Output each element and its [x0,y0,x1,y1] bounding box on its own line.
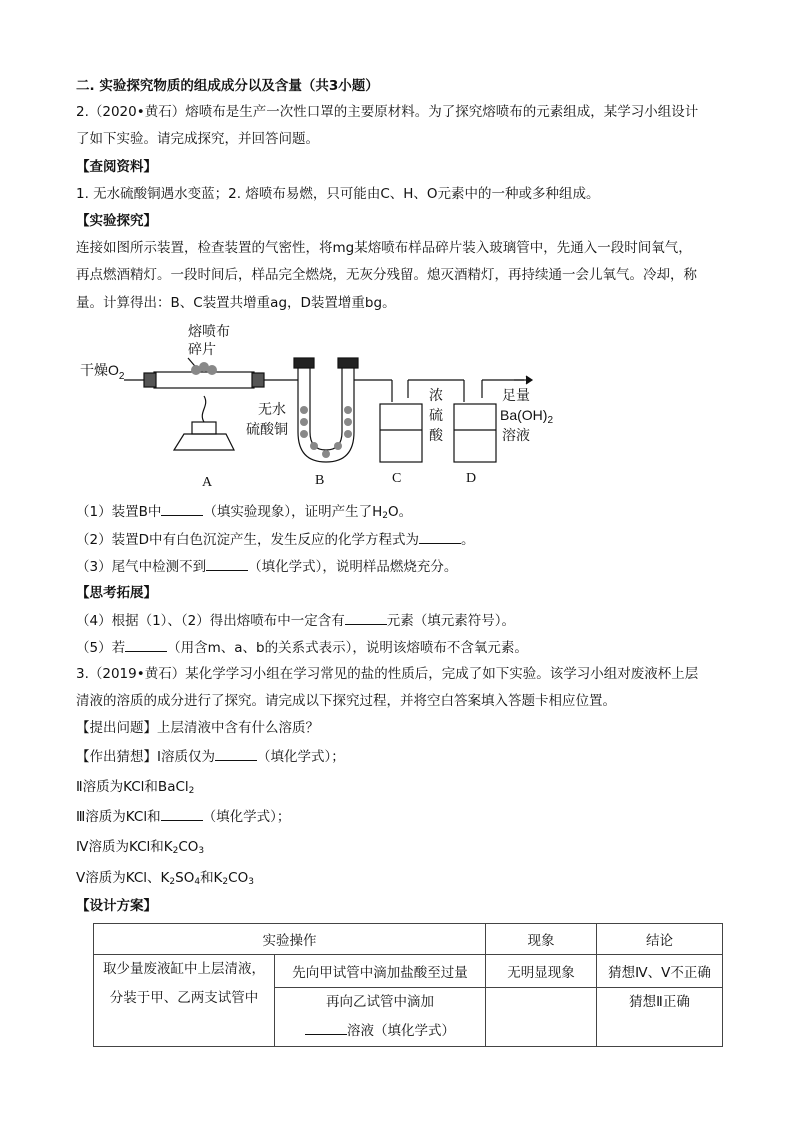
op-1: 先向甲试管中滴加盐酸至过量 [275,955,486,988]
guess-3: Ⅲ溶质为KCl和 （填化学式）； [76,806,290,827]
question-2-1: （1）装置B中 （填实验现象），证明产生了$H_2O$。 [76,501,412,526]
op-2: 再向乙试管中滴加 溶液（填化学式） [275,988,486,1047]
label-A: A [202,475,213,490]
guess-2: Ⅱ溶质为KCl和BaCl$_2$ [76,779,195,796]
answer-blank-5[interactable] [125,637,167,652]
label-gas: 干燥$O_2$ [80,362,125,382]
lookup-text: 1. 无水硫酸铜遇水变蓝；2. 熔喷布易燃，只可能由C、H、O元素中的一种或多种组成。 [76,186,600,202]
answer-blank-4[interactable] [345,610,387,625]
label-cuso4-line1: 无水 [258,401,286,417]
conclusion-2: 猜想Ⅱ正确 [597,988,723,1047]
alcohol-lamp [174,434,234,450]
heading-think: 【思考拓展】 [76,585,157,601]
answer-blank-7[interactable] [161,806,203,821]
table-left-cell: 取少量废液缸中上层清液， 分装于甲、乙两支试管中 [94,955,275,1047]
question-2-5: （5）若 （用含m、a、b的关系式表示），说明该熔喷布不含氧元素。 [76,637,528,658]
answer-blank-3[interactable] [206,556,248,571]
heading-explore: 【实验探究】 [76,213,157,229]
guess-4: Ⅳ溶质为KCl和$K_2CO_3$ [76,839,205,856]
conclusion-1: 猜想Ⅳ、Ⅴ不正确 [597,955,723,988]
bottle-c [380,404,422,462]
question-2-4: （4）根据（1）、（2）得出熔喷布中一定含有 元素（填元素符号）。 [76,610,515,631]
label-baoh-1: 足量 [502,387,530,403]
label-baoh-2: $Ba(OH)_2$ [500,407,554,426]
heading-lookup: 【查阅资料】 [76,159,157,175]
explore-line2: 再点燃酒精灯。一段时间后，样品完全燃烧，无灰分残留。熄灭酒精灯，再持续通一会儿氧气。冷却，称 [76,267,697,283]
q3-intro-line1: 3.（2019•黄石）某化学学习小组在学习常见的盐的性质后，完成了如下实验。该学习小组对废液杯上层 [76,666,699,682]
explore-line3: 量。计算得出：B、C装置共增重ag，D装置增重bg。 [76,295,396,311]
label-C: C [392,471,402,486]
explore-line1: 连接如图所示装置，检查装置的气密性，将mg某熔喷布样品碎片装入玻璃管中，先通入一段时间氧气， [76,240,692,256]
header-conclusion: 结论 [597,924,723,955]
question-2-2: （2）装置D中有白色沉淀产生，发生反应的化学方程式为 。 [76,529,474,550]
heading-design: 【设计方案】 [76,898,157,914]
label-baoh-3: 溶液 [502,427,530,443]
u-tube [298,366,354,462]
bottle-d [454,404,496,462]
label-sample-line1: 熔喷布 [188,323,230,339]
section-title: 二. 实验探究物质的组成成分以及含量（共3小题） [76,78,379,94]
header-operation: 实验操作 [94,924,486,955]
question-2-3: （3）尾气中检测不到 （填化学式），说明样品燃烧充分。 [76,556,457,577]
combustion-tube [154,372,254,388]
label-B: B [315,473,325,488]
answer-blank-6[interactable] [215,746,257,761]
guess-1: 【作出猜想】Ⅰ溶质仅为 （填化学式）； [76,746,345,767]
q3-question: 【提出问题】上层清液中含有什么溶质？ [76,720,319,736]
label-h2so4-3: 酸 [429,427,443,443]
label-h2so4-1: 浓 [429,387,443,403]
answer-blank-8[interactable] [305,1020,347,1035]
label-D: D [466,471,477,486]
q2-intro-line2: 了如下实验。请完成探究，并回答问题。 [76,131,319,147]
phenomenon-2[interactable] [486,988,597,1047]
label-cuso4-line2: 硫酸铜 [246,421,288,437]
guess-5: Ⅴ溶质为KCl、$K_2SO_4$和$K_2CO_3$ [76,870,254,887]
answer-blank-1[interactable] [161,501,203,516]
label-h2so4-2: 硫 [429,407,443,423]
label-sample-line2: 碎片 [188,341,216,357]
phenomenon-1: 无明显现象 [486,955,597,988]
q3-intro-line2: 清液的溶质的成分进行了探究。请完成以下探究过程，并将空白答案填入答题卡相应位置。 [76,693,616,709]
answer-blank-2[interactable] [419,529,461,544]
design-table [93,923,723,1047]
header-phenomenon: 现象 [486,924,597,955]
q2-intro-line1: 2.（2020•黄石）熔喷布是生产一次性口罩的主要原材料。为了探究熔喷布的元素组成，某学习小组设计 [76,104,699,120]
apparatus-diagram [74,322,594,492]
